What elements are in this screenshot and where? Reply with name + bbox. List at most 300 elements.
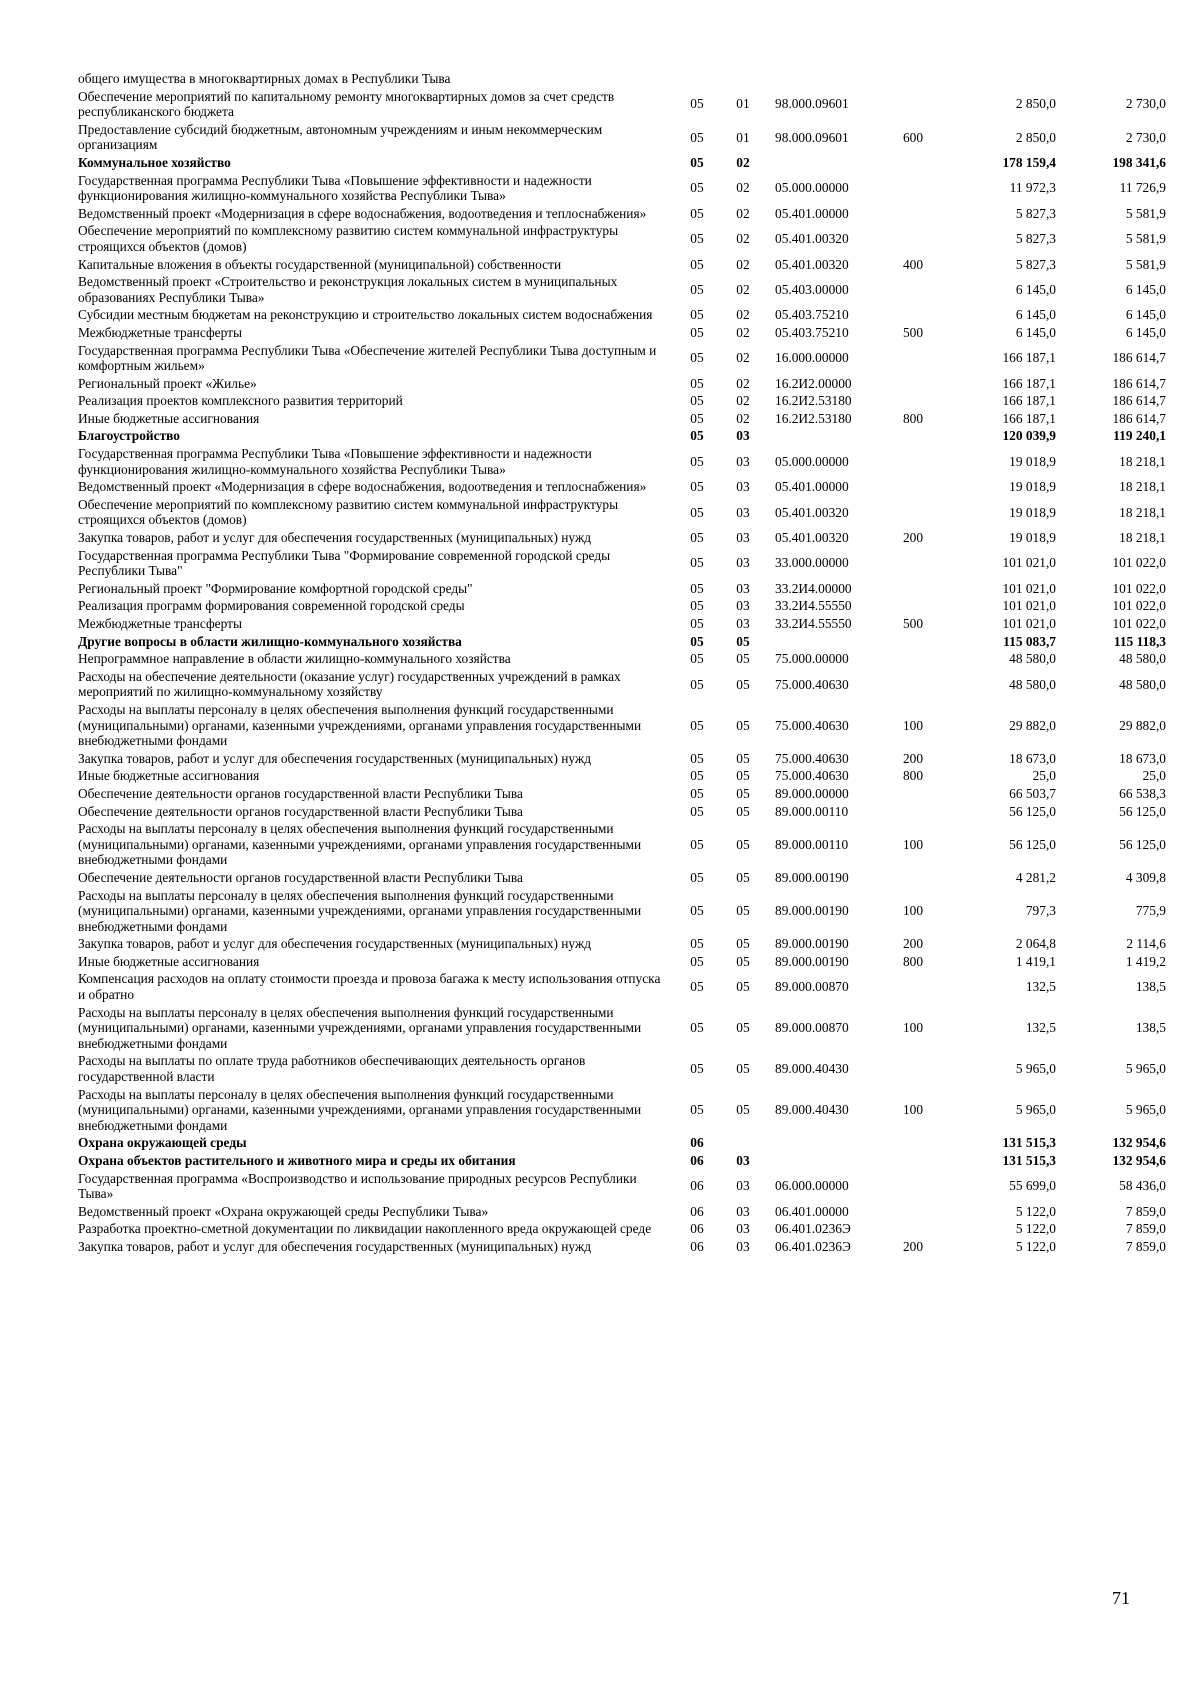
row-name-cell: Расходы на выплаты персоналу в целях обеспечения выполнения функций государственными (муниципальными) органами, казенными учреждениями, органами управления государственными внебюджетными фондами — [78, 701, 642, 749]
expense-type-cell — [888, 342, 938, 375]
amount-year1-cell: 132,5 — [1025, 979, 1056, 995]
row-name-cell: Государственная программа Республики Тыва «Обеспечение жителей Республики Тыва доступным и комфортным жильем» — [78, 342, 657, 374]
expense-type-cell: 100 — [902, 836, 924, 852]
amount-year2-cell: 5 581,9 — [1125, 205, 1166, 221]
amount-year2-cell: 186 614,7 — [1112, 375, 1166, 391]
table-row — [78, 668, 1166, 701]
amount-year1-cell: 101 021,0 — [1002, 555, 1056, 571]
section-code-cell: 05 — [690, 1061, 704, 1077]
expense-type-cell — [888, 1052, 938, 1085]
section-code-cell: 06 — [690, 1221, 704, 1237]
row-name-cell: Обеспечение мероприятий по капитальному ремонту многоквартирных домов за счет средств республиканского бюджета — [78, 88, 615, 120]
table-row — [78, 580, 1166, 598]
target-article-cell: 89.000.40430 — [775, 1061, 849, 1077]
target-article-cell: 05.403.75210 — [775, 307, 849, 323]
target-article-cell — [763, 70, 888, 88]
amount-year1-cell: 6 145,0 — [1015, 307, 1056, 323]
row-name-cell: Расходы на выплаты персоналу в целях обеспечения выполнения функций государственными (муниципальными) органами, казенными учреждениями, органами управления государственными внебюджетными фондами — [78, 821, 642, 868]
amount-year1-cell: 101 021,0 — [1002, 598, 1056, 614]
section-code-cell: 05 — [690, 676, 704, 692]
amount-year2-cell: 5 581,9 — [1125, 231, 1166, 247]
row-name-cell: Межбюджетные трансферты — [78, 324, 242, 340]
amount-year1-cell: 2 064,8 — [1015, 936, 1056, 952]
expense-type-cell — [888, 869, 938, 887]
table-row — [78, 1134, 1166, 1152]
row-name-cell: Обеспечение мероприятий по комплексному развитию систем коммунальной инфраструктуры строящихся объектов (домов) — [78, 223, 619, 254]
target-article-cell: 89.000.00110 — [775, 803, 849, 819]
subsection-code-cell: 03 — [736, 598, 750, 614]
amount-year2-cell: 56 125,0 — [1119, 836, 1166, 852]
table-row — [78, 324, 1166, 342]
amount-year1-cell: 56 125,0 — [1009, 836, 1056, 852]
amount-year1-cell: 5 827,3 — [1015, 205, 1056, 221]
expense-type-cell — [888, 375, 938, 393]
amount-year1-cell: 166 187,1 — [1002, 410, 1056, 426]
subsection-code-cell — [723, 1134, 763, 1152]
table-row — [78, 1170, 1166, 1203]
amount-year2-cell: 7 859,0 — [1125, 1221, 1166, 1237]
table-row — [78, 953, 1166, 971]
target-article-cell: 05.401.00320 — [775, 231, 849, 247]
expense-type-cell: 200 — [902, 1238, 924, 1254]
section-code-cell: 05 — [690, 953, 704, 969]
target-article-cell: 16.000.00000 — [775, 350, 849, 366]
subsection-code-cell: 05 — [736, 785, 750, 801]
amount-year2-cell: 138,5 — [1135, 1020, 1166, 1036]
amount-year1-cell: 5 122,0 — [1015, 1203, 1056, 1219]
section-code-cell: 05 — [690, 180, 704, 196]
section-code-cell: 05 — [690, 768, 704, 784]
expense-type-cell — [888, 580, 938, 598]
target-article-cell: 05.403.75210 — [775, 324, 849, 340]
section-code-cell: 06 — [690, 1203, 704, 1219]
expense-type-cell — [888, 547, 938, 580]
section-code-cell: 05 — [690, 750, 704, 766]
section-code-cell: 05 — [690, 205, 704, 221]
amount-year2-cell: 1 419,2 — [1125, 953, 1166, 969]
expense-type-cell — [888, 154, 938, 172]
amount-year1-cell: 178 159,4 — [1002, 154, 1056, 170]
amount-year1-cell: 166 187,1 — [1002, 350, 1056, 366]
expense-type-cell — [888, 88, 938, 121]
subsection-code-cell: 02 — [736, 410, 750, 426]
amount-year1-cell: 5 122,0 — [1015, 1238, 1056, 1254]
amount-year1-cell: 48 580,0 — [1009, 676, 1056, 692]
subsection-code-cell: 05 — [736, 1102, 750, 1118]
row-name-cell: Государственная программа «Воспроизводство и использование природных ресурсов Республики Тыва» — [78, 1170, 637, 1202]
amount-year2-cell: 7 859,0 — [1125, 1238, 1166, 1254]
target-article-cell: 05.000.00000 — [775, 453, 849, 469]
amount-year2-cell: 101 022,0 — [1112, 616, 1166, 631]
target-article-cell: 89.000.00870 — [775, 1020, 849, 1036]
expense-type-cell — [888, 427, 938, 445]
expense-type-cell — [888, 668, 938, 701]
row-name-cell: Региональный проект "Формирование комфортной городской среды" — [78, 580, 473, 596]
expense-type-cell: 600 — [902, 129, 924, 145]
budget-table-page — [78, 70, 1166, 1256]
table-row — [78, 256, 1166, 274]
expense-type-cell — [888, 785, 938, 803]
target-article-cell: 05.401.00320 — [775, 256, 849, 272]
amount-year1-cell: 2 850,0 — [1015, 96, 1056, 112]
subsection-code-cell: 02 — [736, 375, 750, 391]
subsection-code-cell: 05 — [736, 717, 750, 733]
section-code-cell: 05 — [690, 324, 704, 340]
target-article-cell: 33.2И4.55550 — [775, 616, 852, 631]
section-code-cell: 05 — [690, 281, 704, 297]
subsection-code-cell: 05 — [736, 979, 750, 995]
row-name-cell: Расходы на обеспечение деятельности (оказание услуг) государственных учреждений в рамках мероприятий по жилищно-коммунальному хозяйству — [78, 668, 621, 700]
amount-year2-cell: 132 954,6 — [1112, 1153, 1166, 1168]
amount-year1-cell: 5 965,0 — [1015, 1061, 1056, 1077]
row-name-cell: Обеспечение деятельности органов государственной власти Республики Тыва — [78, 803, 523, 819]
target-article-cell: 16.2И2.53180 — [775, 393, 852, 409]
section-code-cell: 05 — [690, 903, 704, 919]
amount-year2-cell: 18 673,0 — [1119, 750, 1166, 766]
amount-year2-cell: 186 614,7 — [1112, 410, 1166, 426]
amount-year2-cell: 58 436,0 — [1119, 1178, 1166, 1194]
amount-year2-cell: 132 954,6 — [1112, 1135, 1166, 1151]
amount-year2-cell: 101 022,0 — [1112, 580, 1166, 596]
row-name-cell: Охрана объектов растительного и животного мира и среды их обитания — [78, 1153, 516, 1168]
amount-year1-cell: 797,3 — [1025, 903, 1056, 919]
row-name-cell: Другие вопросы в области жилищно-коммунального хозяйства — [78, 633, 462, 649]
target-article-cell: 75.000.40630 — [775, 717, 849, 733]
amount-year2-cell: 7 859,0 — [1125, 1203, 1166, 1219]
row-name-cell: Закупка товаров, работ и услуг для обеспечения государственных (муниципальных) нужд — [78, 936, 592, 952]
amount-year2-cell: 2 730,0 — [1125, 129, 1166, 145]
target-article-cell: 75.000.40630 — [775, 750, 849, 766]
target-article-cell: 89.000.00000 — [775, 785, 849, 801]
table-row — [78, 597, 1166, 615]
amount-year1-cell: 131 515,3 — [1002, 1135, 1056, 1151]
subsection-code-cell: 05 — [736, 676, 750, 692]
expense-type-cell — [888, 392, 938, 410]
table-row — [78, 529, 1166, 547]
amount-year1-cell: 166 187,1 — [1002, 375, 1056, 391]
target-article-cell: 05.401.00320 — [775, 504, 849, 520]
subsection-code-cell: 05 — [736, 750, 750, 766]
section-code-cell: 05 — [690, 936, 704, 952]
table-row — [78, 1086, 1166, 1135]
row-name-cell: Обеспечение деятельности органов государственной власти Республики Тыва — [78, 785, 523, 801]
subsection-code-cell: 03 — [736, 616, 750, 631]
amount-year1-cell: 5 122,0 — [1015, 1221, 1056, 1237]
amount-year2-cell: 48 580,0 — [1119, 651, 1166, 667]
subsection-code-cell: 05 — [736, 1020, 750, 1036]
section-code-cell: 05 — [690, 96, 704, 112]
section-code-cell: 05 — [690, 717, 704, 733]
subsection-code-cell: 03 — [736, 530, 750, 546]
expense-type-cell — [888, 478, 938, 496]
subsection-code-cell: 03 — [736, 428, 750, 444]
row-name-cell: Межбюджетные трансферты — [78, 616, 242, 631]
section-code-cell: 05 — [690, 1102, 704, 1118]
target-article-cell: 05.000.00000 — [775, 180, 849, 196]
section-code-cell: 05 — [690, 428, 704, 444]
expense-type-cell — [888, 970, 938, 1003]
target-article-cell: 05.403.00000 — [775, 281, 849, 297]
section-code-cell: 05 — [690, 231, 704, 247]
subsection-code-cell: 03 — [736, 479, 750, 495]
subsection-code-cell: 03 — [736, 1221, 750, 1237]
amount-year1-cell: 19 018,9 — [1009, 504, 1056, 520]
section-code-cell: 05 — [690, 504, 704, 520]
subsection-code-cell: 02 — [736, 154, 750, 170]
expense-type-cell: 100 — [902, 717, 924, 733]
section-code-cell: 06 — [690, 1135, 704, 1151]
expense-type-cell — [888, 222, 938, 255]
amount-year1-cell: 2 850,0 — [1015, 129, 1056, 145]
amount-year1-cell: 132,5 — [1025, 1020, 1056, 1036]
row-name-cell: Охрана окружающей среды — [78, 1135, 247, 1151]
expense-type-cell — [888, 306, 938, 324]
target-article-cell: 89.000.00870 — [775, 979, 849, 995]
expense-type-cell — [888, 273, 938, 306]
amount-year1-cell: 5 827,3 — [1015, 256, 1056, 272]
expense-type-cell — [888, 445, 938, 478]
table-row — [78, 205, 1166, 223]
table-row — [78, 633, 1166, 651]
target-article-cell: 89.000.00190 — [775, 936, 849, 952]
target-article-cell — [763, 427, 888, 445]
subsection-code-cell: 01 — [736, 96, 750, 112]
subsection-code-cell: 05 — [736, 903, 750, 919]
subsection-code-cell: 03 — [736, 1238, 750, 1254]
table-row — [78, 803, 1166, 821]
row-name-cell: Иные бюджетные ассигнования — [78, 768, 260, 784]
amount-year2-cell: 2 114,6 — [1126, 936, 1166, 952]
amount-year2-cell: 25,0 — [1142, 768, 1166, 784]
table-row — [78, 172, 1166, 205]
amount-year2-cell: 6 145,0 — [1125, 324, 1166, 340]
section-code-cell: 05 — [690, 651, 704, 667]
table-row — [78, 306, 1166, 324]
table-row — [78, 615, 1166, 633]
row-name-cell: Предоставление субсидий бюджетным, автономным учреждениям и иным некоммерческим организациям — [78, 121, 603, 153]
section-code-cell: 05 — [690, 803, 704, 819]
expense-type-cell — [888, 1220, 938, 1238]
expense-type-cell: 100 — [902, 903, 924, 919]
section-code-cell: 05 — [690, 979, 704, 995]
table-row — [78, 121, 1166, 154]
table-row — [78, 1052, 1166, 1085]
row-name-cell: Реализация программ формирования современной городской среды — [78, 598, 465, 614]
expense-type-cell: 800 — [902, 410, 924, 426]
expense-type-cell: 200 — [902, 936, 924, 952]
expense-type-cell: 500 — [902, 616, 924, 631]
section-code-cell: 05 — [690, 598, 704, 614]
amount-year1-cell: 5 827,3 — [1015, 231, 1056, 247]
table-row — [78, 1238, 1166, 1256]
section-code-cell: 05 — [690, 393, 704, 409]
table-row — [78, 1004, 1166, 1053]
section-code-cell: 05 — [690, 530, 704, 546]
amount-year1-cell: 6 145,0 — [1015, 281, 1056, 297]
amount-year2-cell: 101 022,0 — [1112, 598, 1166, 614]
subsection-code-cell: 02 — [736, 350, 750, 366]
section-code-cell: 05 — [690, 1020, 704, 1036]
row-name-cell: Благоустройство — [78, 428, 180, 444]
row-name-cell: Непрограммное направление в области жилищно-коммунального хозяйства — [78, 651, 511, 667]
subsection-code-cell: 05 — [736, 633, 750, 649]
target-article-cell: 16.2И2.00000 — [775, 375, 852, 391]
row-name-cell: Реализация проектов комплексного развития территорий — [78, 393, 403, 409]
amount-year2-cell: 101 022,0 — [1112, 555, 1166, 571]
row-name-cell: Обеспечение мероприятий по комплексному развитию систем коммунальной инфраструктуры строящихся объектов (домов) — [78, 496, 619, 528]
amount-year2-cell: 5 581,9 — [1125, 256, 1166, 272]
budget-table — [78, 70, 1166, 1256]
table-row — [78, 375, 1166, 393]
section-code-cell: 06 — [690, 1178, 704, 1194]
target-article-cell: 06.401.00000 — [775, 1203, 849, 1219]
table-row — [78, 1220, 1166, 1238]
amount-year1-cell: 11 972,3 — [1009, 180, 1056, 196]
amount-year2-cell: 11 726,9 — [1119, 180, 1166, 196]
amount-year1-cell: 19 018,9 — [1009, 530, 1056, 546]
table-row — [78, 70, 1166, 88]
row-name-cell: Ведомственный проект «Охрана окружающей среды Республики Тыва» — [78, 1203, 489, 1219]
row-name-cell: Разработка проектно-сметной документации по ликвидации накопленного вреда окружающей среде — [78, 1221, 652, 1237]
amount-year1-cell: 66 503,7 — [1009, 785, 1056, 801]
amount-year2-cell: 775,9 — [1135, 903, 1166, 919]
subsection-code-cell: 03 — [736, 504, 750, 520]
expense-type-cell: 800 — [902, 768, 924, 784]
amount-year2-cell: 198 341,6 — [1112, 154, 1166, 170]
subsection-code-cell: 02 — [736, 180, 750, 196]
section-code-cell: 05 — [690, 154, 704, 170]
row-name-cell: Иные бюджетные ассигнования — [78, 410, 260, 426]
expense-type-cell — [888, 172, 938, 205]
amount-year2-cell: 56 125,0 — [1119, 803, 1166, 819]
table-row — [78, 547, 1166, 580]
amount-year1-cell: 5 965,0 — [1015, 1102, 1056, 1118]
amount-year2-cell: 186 614,7 — [1112, 393, 1166, 409]
expense-type-cell — [888, 70, 938, 88]
subsection-code-cell: 02 — [736, 307, 750, 323]
section-code-cell: 05 — [690, 616, 704, 631]
subsection-code-cell: 03 — [736, 1153, 750, 1168]
amount-year1-cell: 166 187,1 — [1002, 393, 1056, 409]
row-name-cell: Расходы на выплаты по оплате труда работников обеспечивающих деятельность органов государственной власти — [78, 1053, 586, 1085]
target-article-cell — [763, 1152, 888, 1170]
subsection-code-cell: 05 — [736, 651, 750, 667]
section-code-cell: 05 — [690, 479, 704, 495]
target-article-cell: 05.401.00000 — [775, 205, 849, 221]
target-article-cell: 75.000.00000 — [775, 651, 849, 667]
section-code-cell: 05 — [690, 350, 704, 366]
amount-year2-cell: 6 145,0 — [1125, 307, 1166, 323]
amount-year1-cell: 131 515,3 — [1002, 1153, 1056, 1168]
table-row — [78, 427, 1166, 445]
amount-year2-cell: 119 240,1 — [1113, 428, 1166, 444]
target-article-cell: 33.2И4.55550 — [775, 598, 852, 614]
row-name-cell: Государственная программа Республики Тыва "Формирование современной городской среды Республики Тыва" — [78, 547, 611, 579]
subsection-code-cell: 02 — [736, 324, 750, 340]
row-name-cell: Иные бюджетные ассигнования — [78, 953, 260, 969]
target-article-cell — [763, 1134, 888, 1152]
section-code-cell — [671, 70, 723, 88]
subsection-code-cell: 05 — [736, 1061, 750, 1077]
target-article-cell: 98.000.09601 — [775, 129, 849, 145]
table-row — [78, 478, 1166, 496]
table-row — [78, 342, 1166, 375]
amount-year2-cell: 29 882,0 — [1119, 717, 1166, 733]
table-row — [78, 820, 1166, 869]
target-article-cell: 75.000.40630 — [775, 768, 849, 784]
expense-type-cell — [888, 597, 938, 615]
subsection-code-cell — [723, 70, 763, 88]
section-code-cell: 05 — [690, 555, 704, 571]
table-row — [78, 1152, 1166, 1170]
expense-type-cell — [888, 1152, 938, 1170]
target-article-cell: 05.401.00320 — [775, 530, 849, 546]
table-row — [78, 1203, 1166, 1221]
expense-type-cell: 800 — [902, 953, 924, 969]
amount-year1-cell: 115 083,7 — [1003, 633, 1056, 649]
row-name-cell: Закупка товаров, работ и услуг для обеспечения государственных (муниципальных) нужд — [78, 750, 592, 766]
expense-type-cell — [888, 1203, 938, 1221]
target-article-cell: 89.000.00110 — [775, 836, 849, 852]
section-code-cell: 05 — [690, 256, 704, 272]
row-name-cell: Государственная программа Республики Тыва «Повышение эффективности и надежности функционирования жилищно-коммунального хозяйства Республики Тыва» — [78, 446, 592, 477]
target-article-cell — [763, 633, 888, 651]
section-code-cell: 05 — [690, 836, 704, 852]
row-name-cell: Региональный проект «Жилье» — [78, 375, 257, 391]
target-article-cell: 33.2И4.00000 — [775, 580, 852, 596]
amount-year2-cell: 18 218,1 — [1119, 530, 1166, 546]
table-row — [78, 273, 1166, 306]
target-article-cell — [763, 154, 888, 172]
target-article-cell: 05.401.00000 — [775, 479, 849, 495]
section-code-cell: 05 — [690, 869, 704, 885]
amount-year1-cell: 1 419,1 — [1015, 953, 1056, 969]
section-code-cell: 05 — [690, 129, 704, 145]
row-name-cell: Обеспечение деятельности органов государственной власти Республики Тыва — [78, 869, 523, 885]
target-article-cell: 98.000.09601 — [775, 96, 849, 112]
section-code-cell: 05 — [690, 580, 704, 596]
row-name-cell: Государственная программа Республики Тыва «Повышение эффективности и надежности функционирования жилищно-коммунального хозяйства Республики Тыва» — [78, 172, 592, 204]
table-row — [78, 392, 1166, 410]
expense-type-cell — [888, 803, 938, 821]
amount-year2-cell: 5 965,0 — [1125, 1061, 1166, 1077]
expense-type-cell: 100 — [902, 1020, 924, 1036]
subsection-code-cell: 02 — [736, 281, 750, 297]
amount-year1-cell: 55 699,0 — [1009, 1178, 1056, 1194]
table-row — [78, 935, 1166, 953]
subsection-code-cell: 05 — [736, 803, 750, 819]
amount-year2-cell: 18 218,1 — [1119, 479, 1166, 495]
target-article-cell: 33.000.00000 — [775, 555, 849, 571]
amount-year2-cell: 4 309,8 — [1125, 869, 1166, 885]
table-row — [78, 410, 1166, 428]
target-article-cell: 06.401.0236Э — [775, 1221, 851, 1237]
section-code-cell: 05 — [690, 375, 704, 391]
row-name-cell: общего имущества в многоквартирных домах в Республики Тыва — [78, 71, 451, 86]
expense-type-cell — [888, 496, 938, 529]
amount-year1-cell: 6 145,0 — [1015, 324, 1056, 340]
subsection-code-cell: 03 — [736, 555, 750, 571]
expense-type-cell: 500 — [902, 324, 924, 340]
amount-year2-cell: 18 218,1 — [1119, 504, 1166, 520]
subsection-code-cell: 03 — [736, 580, 750, 596]
row-name-cell: Субсидии местным бюджетам на реконструкцию и строительство локальных систем водоснабжения — [78, 307, 653, 323]
subsection-code-cell: 05 — [736, 836, 750, 852]
table-row — [78, 887, 1166, 936]
table-row — [78, 496, 1166, 529]
row-name-cell: Капитальные вложения в объекты государственной (муниципальной) собственности — [78, 256, 562, 272]
table-row — [78, 970, 1166, 1003]
